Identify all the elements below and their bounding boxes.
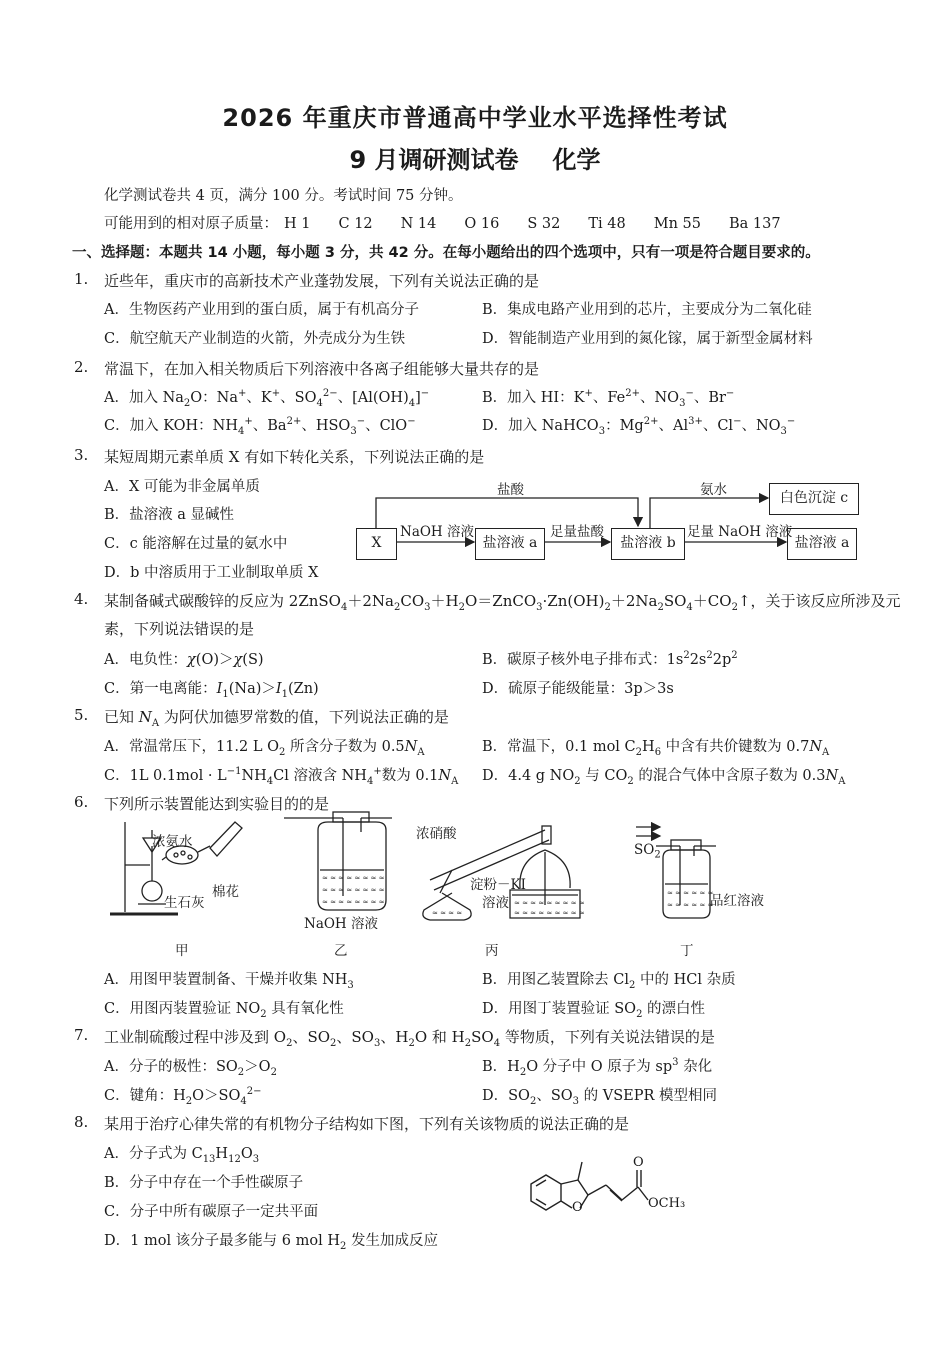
label-hcl: 盐酸: [497, 482, 524, 498]
atomic-masses: [104, 212, 809, 233]
so2-text: SO: [634, 842, 655, 858]
svg-text:≈ ≈ ≈ ≈ ≈ ≈ ≈ ≈: ≈ ≈ ≈ ≈ ≈ ≈ ≈ ≈: [322, 898, 385, 906]
label-conc-nitric: 浓硝酸: [416, 826, 457, 842]
q7-option-d: D．$SO_2$、$SO_3$ 的 VSEPR 模型相同: [482, 1088, 718, 1107]
q2-option-a: A．加入 $Na_2O$：Na+、K+、$SO_4^{2-}$、$[Al(OH)_4]^-$: [104, 388, 430, 409]
q3-option-d: D．b 中溶质用于工业制取单质 X: [104, 565, 319, 581]
label-cotton: 棉花: [212, 884, 239, 900]
q8-option-b: B．分子中存在一个手性碳原子: [104, 1175, 304, 1191]
mass-item: S 32: [527, 216, 561, 232]
q7-option-a: A．分子的极性：$SO_2>O_2$: [104, 1059, 277, 1078]
label-conc-ammonia: 浓氨水: [152, 834, 193, 850]
q5-option-c: C．1L $0.1mol \cdot L^{-1}NH_4Cl$ 溶液含 $NH_4^+$数为 $0.1N_A$: [104, 766, 459, 787]
q4-c-label: C．第一电离能：: [104, 681, 217, 697]
q2-number: 2.: [74, 358, 89, 376]
svg-text:≈ ≈ ≈ ≈ ≈ ≈: ≈ ≈ ≈ ≈ ≈ ≈: [667, 889, 714, 897]
q7-stem: 工业制硫酸过程中涉及到 $O_2$、$SO_2$、$SO_3$、$H_2O$ 和 $H_2SO_4$ 等物质，下列有关说法错误的是: [104, 1028, 715, 1049]
svg-text:≈ ≈ ≈ ≈ ≈ ≈ ≈ ≈: ≈ ≈ ≈ ≈ ≈ ≈ ≈ ≈: [322, 874, 385, 882]
q3-option-a: A．X 可能为非金属单质: [104, 479, 260, 495]
label-magenta-solution: 品红溶液: [710, 893, 764, 909]
mass-item: Mn 55: [653, 216, 701, 232]
apparatus-jia: 甲: [175, 943, 189, 959]
q4-option-b: B．碳原子核外电子排布式：$1s^22s^22p^2$: [482, 650, 738, 668]
q4-number: 4.: [74, 590, 89, 608]
apparatus-ding: 丁: [680, 943, 694, 959]
label-excess-naoh: 足量 NaOH 溶液: [687, 524, 793, 540]
label-naoh: NaOH 溶液: [400, 524, 474, 540]
mass-item: O 16: [464, 216, 500, 232]
exam-info: 化学测试卷共 4 页，满分 100 分。考试时间 75 分钟。: [104, 188, 463, 204]
q6-option-a: A．用图甲装置制备、干燥并收集 $NH_3$: [104, 972, 354, 991]
q1-number: 1.: [74, 270, 89, 288]
mass-item: Ba 137: [728, 216, 781, 232]
exam-title: 2026 年重庆市普通高中学业水平选择性考试: [222, 104, 728, 132]
q4-stem: 某制备碱式碳酸锌的反应为 $2ZnSO_4+2Na_2CO_3+H_2O=ZnCO_3\cdot Zn(OH)_2+2Na_2SO_4+CO_2↑$，关于该反应所涉及元: [104, 592, 901, 613]
q7-option-c: C．键角：$H_2O>SO_4^{2-}$: [104, 1086, 262, 1107]
q3-number: 3.: [74, 446, 89, 464]
label-excess-hcl: 足量盐酸: [550, 524, 604, 540]
svg-text:≈ ≈ ≈ ≈ ≈ ≈ ≈ ≈: ≈ ≈ ≈ ≈ ≈ ≈ ≈ ≈: [322, 886, 385, 894]
q5-option-a: A．常温常压下，11.2 L $O_2$ 所含分子数为 $0.5N_A$: [104, 739, 425, 758]
q6-number: 6.: [74, 793, 89, 811]
node-salt-a: 盐溶液 a: [475, 528, 545, 560]
mass-label: 可能用到的相对原子质量：: [104, 216, 278, 232]
q8-option-a: A．分子式为 $C_{13}H_{12}O_3$: [104, 1146, 260, 1165]
methoxy-group: OCH₃: [648, 1196, 686, 1211]
q6-stem: 下列所示装置能达到实验目的的是: [104, 795, 330, 813]
q2-option-b: B．加入 HI：K+、$Fe^{2+}$、$NO_3^-$、Br−: [482, 388, 735, 409]
q3-option-b: B．盐溶液 a 显碱性: [104, 507, 235, 523]
q1-option-d: D．智能制造产业用到的氮化镓，属于新型金属材料: [482, 331, 813, 347]
node-salt-a-2: 盐溶液 a: [787, 528, 857, 560]
q5-option-b: B．常温下，0.1 mol $C_2H_6$ 中含有共价键数为 $0.7N_A$: [482, 739, 830, 758]
q8-number: 8.: [74, 1113, 89, 1131]
q4-b-label: B．碳原子核外电子排布式：: [482, 652, 667, 668]
svg-text:≈ ≈ ≈ ≈: ≈ ≈ ≈ ≈: [432, 909, 463, 917]
q1-option-a: A．生物医药产业用到的蛋白质，属于有机高分子: [104, 302, 419, 318]
q8-stem: 某用于治疗心律失常的有机物分子结构如下图，下列有关该物质的说法正确的是: [104, 1115, 630, 1133]
label-starch-ki: 淀粉－KI: [470, 877, 526, 893]
mass-item: N 14: [400, 216, 437, 232]
subtitle-month: 9 月调研测试卷: [349, 146, 519, 174]
node-x: X: [356, 528, 397, 560]
q1-option-b: B．集成电路产业用到的芯片，主要成分为二氧化硅: [482, 302, 812, 318]
q6-option-d: D．用图丁装置验证 $SO_2$ 的漂白性: [482, 1001, 706, 1020]
q4-a-label: A．电负性：: [104, 652, 187, 668]
mass-item: C 12: [338, 216, 373, 232]
q8-option-c: C．分子中所有碳原子一定共平面: [104, 1204, 319, 1220]
svg-text:≈ ≈ ≈ ≈ ≈ ≈ ≈ ≈ ≈: ≈ ≈ ≈ ≈ ≈ ≈ ≈ ≈ ≈: [514, 909, 585, 917]
q7-option-b: B．$H_2O$ 分子中 O 原子为 $sp^3$ 杂化: [482, 1057, 713, 1078]
svg-text:≈ ≈ ≈ ≈ ≈ ≈: ≈ ≈ ≈ ≈ ≈ ≈: [667, 901, 714, 909]
section-heading: 一、选择题：本题共 14 小题，每小题 3 分，共 42 分。在每小题给出的四个选项中，只有一项是符合题目要求的。: [72, 245, 820, 261]
apparatus-yi: 乙: [334, 943, 348, 959]
q7-number: 7.: [74, 1026, 89, 1044]
label-naoh-solution: NaOH 溶液: [304, 916, 378, 932]
exam-subtitle: [0, 140, 950, 175]
q8-option-d: D．1 mol 该分子最多能与 6 mol $H_2$ 发生加成反应: [104, 1233, 438, 1252]
q2-option-d: D．加入 NaHCO$_3$：$Mg^{2+}$、$Al^{3+}$、Cl−、$NO_3^-$: [482, 416, 796, 437]
mass-item: Ti 48: [588, 216, 626, 232]
node-white-precipitate: 白色沉淀 c: [769, 483, 859, 515]
ring-oxygen: O: [572, 1200, 583, 1215]
q3-option-c: C．c 能溶解在过量的氨水中: [104, 536, 288, 552]
node-salt-b: 盐溶液 b: [611, 528, 685, 560]
q5-stem: 已知 $N_A$ 为阿伏加德罗常数的值，下列说法正确的是: [104, 708, 449, 729]
label-quicklime: 生石灰: [164, 895, 205, 911]
mass-item: H 1: [284, 216, 311, 232]
svg-text:≈ ≈ ≈ ≈ ≈ ≈ ≈ ≈ ≈: ≈ ≈ ≈ ≈ ≈ ≈ ≈ ≈ ≈: [514, 899, 585, 907]
q5-option-d: D．4.4 g $NO_2$ 与 $CO_2$ 的混合气体中含原子数为 $0.3N_A$: [482, 768, 846, 787]
carbonyl-oxygen: O: [633, 1155, 644, 1170]
q1-stem: 近些年，重庆市的高新技术产业蓬勃发展，下列有关说法正确的是: [104, 272, 540, 290]
label-so2: $SO_2$: [634, 842, 661, 861]
q2-option-c: C．加入 KOH：$NH_4^+$、$Ba^{2+}$、$HSO_3^-$、ClO−: [104, 416, 416, 437]
q6-option-c: C．用图丙装置验证 $NO_2$ 具有氧化性: [104, 1001, 344, 1020]
label-solution: 溶液: [482, 895, 509, 911]
q3-stem: 某短周期元素单质 X 有如下转化关系，下列说法正确的是: [104, 448, 485, 466]
q2-stem: 常温下，在加入相关物质后下列溶液中各离子组能够大量共存的是: [104, 360, 540, 378]
q4-stem-line2: 素，下列说法错误的是: [104, 620, 255, 638]
q4-option-a: A．电负性：χ(O)＞χ(S): [104, 652, 264, 668]
q5-number: 5.: [74, 706, 89, 724]
subtitle-subject: 化学: [552, 146, 601, 174]
q6-option-b: B．用图乙装置除去 $Cl_2$ 中的 HCl 杂质: [482, 972, 736, 991]
q4-option-d: D．硫原子能级能量：3p＞3s: [482, 681, 674, 697]
apparatus-bing: 丙: [485, 943, 499, 959]
label-ammonia: 氨水: [700, 482, 727, 498]
q1-option-c: C．航空航天产业制造的火箭，外壳成分为生铁: [104, 331, 406, 347]
q4-option-c: C．第一电离能：$I_1(Na)>I_1(Zn)$: [104, 681, 319, 700]
